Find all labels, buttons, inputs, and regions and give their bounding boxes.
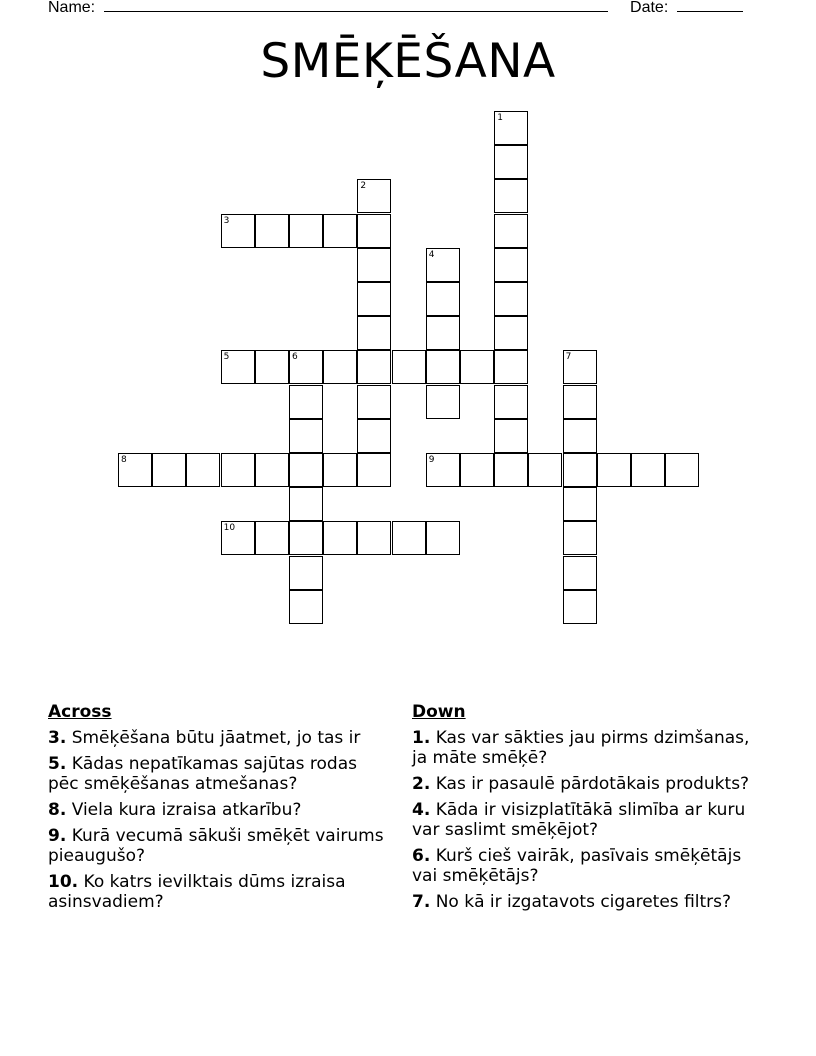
across-clue <box>48 872 388 912</box>
clue-number-label: 9. <box>48 826 67 846</box>
clue-text: Kādas nepatīkamas sajūtas rodas pēc smēķēšanas atmešanas? <box>48 754 357 794</box>
name-blank[interactable] <box>104 0 608 12</box>
grid-cell[interactable] <box>323 214 357 248</box>
down-heading: Down <box>412 702 466 722</box>
grid-cell[interactable] <box>563 453 597 487</box>
date-blank[interactable] <box>677 0 743 12</box>
clue-number: 10 <box>223 523 236 534</box>
grid-cell[interactable] <box>323 453 357 487</box>
clue-number-label: 1. <box>412 728 431 748</box>
grid-cell[interactable] <box>289 521 323 555</box>
grid-cell[interactable] <box>392 350 426 384</box>
clue-text: Kas var sākties jau pirms dzimšanas, ja māte smēķē? <box>412 728 750 768</box>
grid-cell[interactable] <box>289 214 323 248</box>
across-clue <box>48 826 388 866</box>
clue-text: Ko katrs ievilktais dūms izraisa asinsvadiem? <box>48 872 346 912</box>
grid-cell[interactable] <box>357 385 391 419</box>
clue-text: Kurā vecumā sākuši smēķēt vairums pieaugušo? <box>48 826 384 866</box>
grid-cell[interactable] <box>289 556 323 590</box>
grid-cell[interactable] <box>494 179 528 213</box>
grid-cell[interactable] <box>494 282 528 316</box>
grid-cell[interactable] <box>494 453 528 487</box>
clue-number-label: 5. <box>48 754 67 774</box>
grid-cell[interactable] <box>426 282 460 316</box>
clue-number: 6 <box>292 352 298 363</box>
clue-number-label: 6. <box>412 846 431 866</box>
grid-cell[interactable] <box>357 214 391 248</box>
clue-number: 7 <box>565 352 572 363</box>
grid-cell[interactable] <box>631 453 665 487</box>
clue-text: Kas ir pasaulē pārdotākais produkts? <box>435 774 750 794</box>
clue-number: 8 <box>121 455 127 465</box>
grid-cell[interactable] <box>289 419 323 453</box>
down-clue <box>412 774 752 794</box>
grid-cell[interactable] <box>494 214 528 248</box>
across-clue-list <box>48 728 388 912</box>
grid-cell[interactable] <box>494 248 528 282</box>
clue-number-label: 4. <box>412 800 431 820</box>
grid-cell[interactable] <box>289 453 323 487</box>
grid-cell[interactable] <box>289 385 323 419</box>
grid-cell[interactable] <box>426 350 460 384</box>
clue-number: 9 <box>428 455 435 465</box>
clue-number: 2 <box>360 181 367 192</box>
down-clue <box>412 728 752 768</box>
clue-number-label: 10. <box>48 872 79 892</box>
grid-cell[interactable] <box>357 453 391 487</box>
grid-cell[interactable] <box>357 350 391 384</box>
grid-cell[interactable] <box>357 316 391 350</box>
grid-cell[interactable] <box>665 453 699 487</box>
clue-number-label: 2. <box>412 774 431 794</box>
grid-cell[interactable] <box>426 521 460 555</box>
grid-cell[interactable] <box>563 521 597 555</box>
grid-cell[interactable] <box>563 419 597 453</box>
clue-text: Kāda ir visizplatītākā slimība ar kuru var saslimt smēķējot? <box>412 800 746 840</box>
grid-cell[interactable] <box>357 282 391 316</box>
clue-number-label: 8. <box>48 800 67 820</box>
grid-cell[interactable] <box>289 590 323 624</box>
grid-cell[interactable] <box>494 145 528 179</box>
grid-cell[interactable] <box>186 453 220 487</box>
grid-cell[interactable] <box>426 385 460 419</box>
grid-cell[interactable] <box>563 487 597 521</box>
grid-cell[interactable] <box>289 487 323 521</box>
grid-cell[interactable] <box>494 419 528 453</box>
grid-cell[interactable] <box>323 350 357 384</box>
grid-cell[interactable] <box>357 521 391 555</box>
grid-cell[interactable] <box>528 453 562 487</box>
grid-cell[interactable] <box>494 350 528 384</box>
grid-cell[interactable] <box>255 521 289 555</box>
grid-cell[interactable] <box>255 453 289 487</box>
worksheet-header <box>48 0 743 17</box>
grid-cell[interactable] <box>460 453 494 487</box>
grid-cell[interactable] <box>460 350 494 384</box>
down-clue <box>412 846 752 886</box>
grid-cell[interactable] <box>392 521 426 555</box>
grid-cell[interactable] <box>152 453 186 487</box>
grid-cell[interactable] <box>597 453 631 487</box>
grid-cell[interactable] <box>494 316 528 350</box>
name-label: Name: <box>48 0 96 16</box>
grid-cell[interactable] <box>255 350 289 384</box>
grid-cell[interactable] <box>494 385 528 419</box>
clue-number: 4 <box>428 249 435 260</box>
grid-cell[interactable] <box>357 248 391 282</box>
clue-number: 5 <box>223 352 230 363</box>
grid-cell[interactable] <box>563 590 597 624</box>
down-clue-list <box>412 728 752 912</box>
clue-number-label: 3. <box>48 728 67 748</box>
across-heading: Across <box>48 702 112 722</box>
clue-text: No kā ir izgatavots cigaretes filtrs? <box>435 892 732 912</box>
across-clue <box>48 800 388 820</box>
clue-text: Kurš cieš vairāk, pasīvais smēķētājs vai smēķētājs? <box>412 846 742 886</box>
grid-cell[interactable] <box>563 385 597 419</box>
clue-number-label: 7. <box>412 892 431 912</box>
grid-cell[interactable] <box>426 316 460 350</box>
grid-cell[interactable] <box>255 214 289 248</box>
grid-cell[interactable] <box>357 419 391 453</box>
down-clues <box>412 702 752 918</box>
grid-cell[interactable] <box>323 521 357 555</box>
grid-cell[interactable] <box>563 556 597 590</box>
clue-number: 3 <box>223 215 230 226</box>
clue-number: 1 <box>497 113 503 123</box>
down-clue <box>412 892 752 912</box>
date-label: Date: <box>630 0 669 16</box>
down-clue <box>412 800 752 840</box>
page-title: SMĒĶĒŠANA <box>260 34 556 89</box>
clue-text: Viela kura izraisa atkarību? <box>71 800 302 820</box>
across-clue <box>48 728 388 748</box>
grid-cell[interactable] <box>221 453 255 487</box>
across-clue <box>48 754 388 794</box>
clue-text: Smēķēšana būtu jāatmet, jo tas ir <box>71 728 361 748</box>
across-clues <box>48 702 388 918</box>
